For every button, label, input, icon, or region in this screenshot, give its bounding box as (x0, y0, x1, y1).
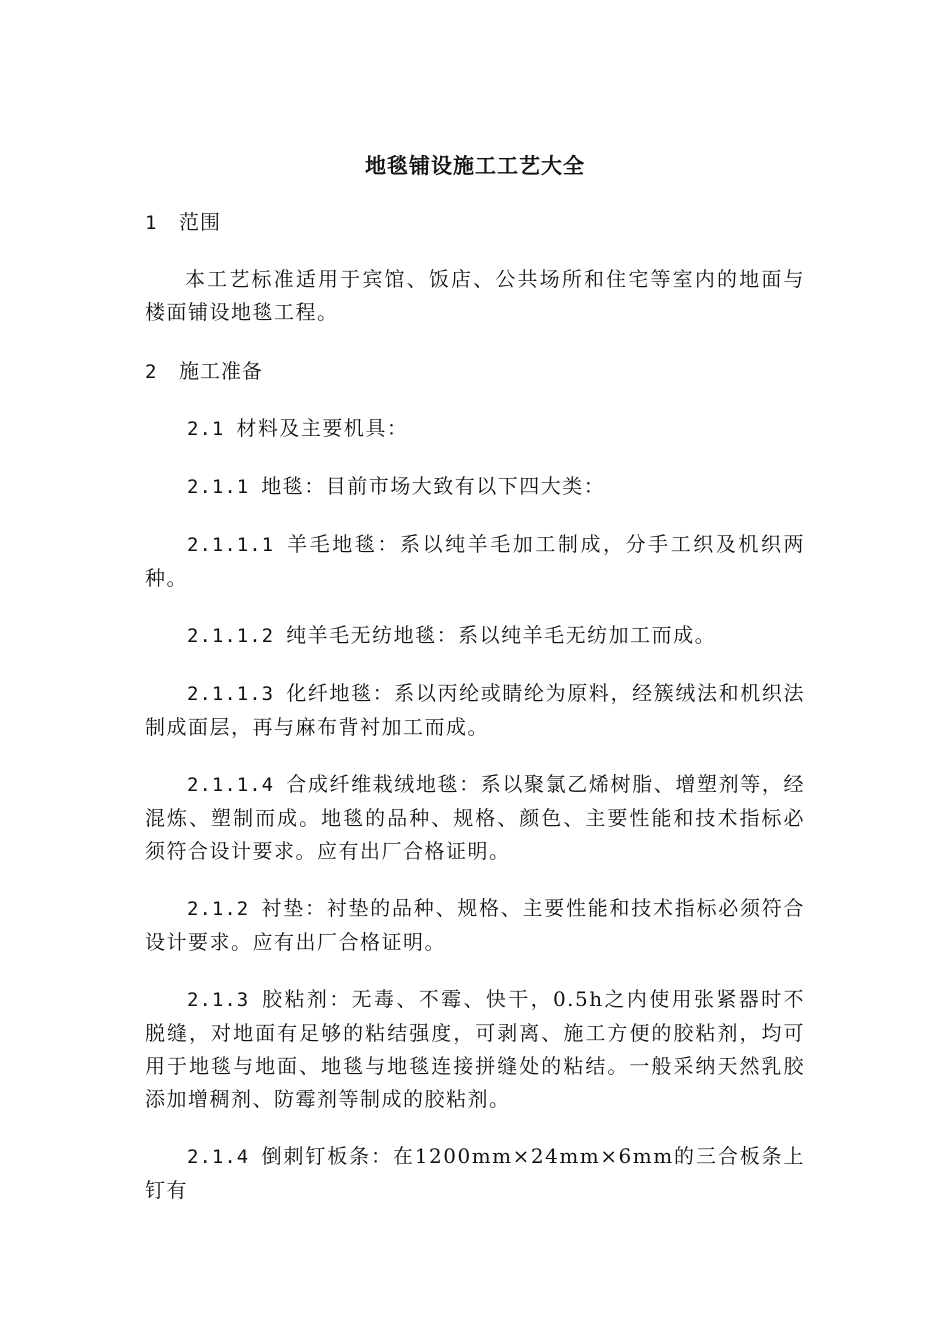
clause-number: 2.1 (187, 418, 225, 440)
clause-text: 羊毛地毯：系以纯羊毛加工制成，分手工织及机织两种。 (145, 532, 805, 590)
document-body (145, 204, 805, 1231)
paragraph-2-1-2 (145, 892, 805, 959)
section-number: 2 (145, 361, 158, 383)
clause-number: 2.1.1.3 (187, 683, 275, 705)
clause-number: 2.1.2 (187, 898, 250, 920)
clause-number: 2.1.1 (187, 476, 250, 498)
paragraph-2-1-1-1 (145, 528, 805, 595)
clause-text: 倒刺钉板条：在1200mm×24mm×6mm的三合板条上钉有 (145, 1144, 805, 1202)
section-title: 范围 (179, 210, 221, 234)
paragraph-scope: 本工艺标准适用于宾馆、饭店、公共场所和住宅等室内的地面与楼面铺设地毯工程。 (145, 267, 805, 324)
paragraph-2-1-1-3 (145, 677, 805, 744)
clause-text: 材料及主要机具： (236, 416, 409, 440)
clause-number: 2.1.1.1 (187, 534, 275, 556)
paragraph-2-1 (145, 412, 805, 446)
document-title: 地毯铺设施工工艺大全 (365, 153, 585, 178)
clause-text: 合成纤维栽绒地毯：系以聚氯乙烯树脂、增塑剂等，经混炼、塑制而成。地毯的品种、规格、颜色、主要性能和技术指标必须符合设计要求。应有出厂合格证明。 (145, 772, 805, 863)
clause-text: 衬垫：衬垫的品种、规格、主要性能和技术指标必须符合设计要求。应有出厂合格证明。 (145, 896, 805, 954)
clause-text: 地毯：目前市场大致有以下四大类： (261, 474, 606, 498)
section-1-heading (145, 204, 805, 241)
clause-number: 2.1.3 (187, 989, 250, 1011)
paragraph-2-1-4 (145, 1140, 805, 1207)
paragraph-2-1-1 (145, 470, 805, 504)
paragraph-2-1-1-4 (145, 768, 805, 868)
paragraph-2-1-3 (145, 983, 805, 1116)
section-number: 1 (145, 212, 158, 234)
clause-text: 胶粘剂：无毒、不霉、快干，0.5h之内使用张紧器时不脱缝，对地面有足够的粘结强度，可剥离、施工方便的胶粘剂，均可用于地毯与地面、地毯与地毯连接拼缝处的粘结。一般采纳天然乳胶添加增稠剂、防霉剂等制成的胶粘剂。 (145, 987, 805, 1111)
clause-number: 2.1.1.2 (187, 625, 275, 647)
section-2-heading (145, 353, 805, 390)
clause-text: 纯羊毛无纺地毯：系以纯羊毛无纺加工而成。 (286, 623, 717, 647)
clause-number: 2.1.4 (187, 1146, 250, 1168)
clause-text: 化纤地毯：系以丙纶或睛纶为原料，经簇绒法和机织法制成面层，再与麻布背衬加工而成。 (145, 681, 805, 739)
paragraph-2-1-1-2 (145, 619, 805, 653)
section-title: 施工准备 (179, 359, 263, 383)
clause-number: 2.1.1.4 (187, 774, 275, 796)
